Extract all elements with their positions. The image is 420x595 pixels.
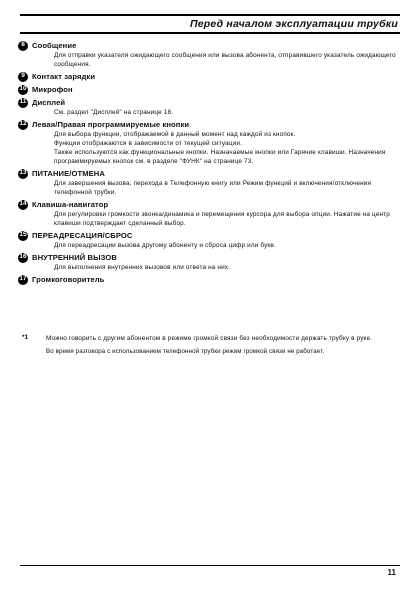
item-list	[19, 40, 400, 287]
item-number-badge: 14	[18, 200, 28, 210]
item-description: Для переадресации вызова другому абоненту и сброса цифр или букв.	[54, 242, 276, 249]
item-title: Клавиша-навигатор	[32, 200, 109, 209]
list-item	[19, 274, 400, 285]
footnote	[22, 334, 398, 356]
list-item	[19, 199, 400, 228]
item-title: Дисплей	[32, 98, 66, 107]
item-description: Для выбора функции, отображаемой в данный момент над каждой из кнопок. Функции отображаются в зависимости от текущей ситуации. Также используются как функциональные кнопки. Назначаемые кнопки или Гарячие клавиши. Назначения программируемых кнопок см. в разделе "ФУНК" на странице 73.	[54, 131, 386, 165]
item-title: ПЕРЕАДРЕСАЦИЯ/СБРОС	[32, 231, 133, 240]
page-header	[20, 14, 400, 34]
list-item	[19, 84, 400, 95]
item-number-badge: 10	[18, 85, 28, 95]
item-title: Громкоговоритель	[32, 275, 105, 284]
item-number-badge: 9	[18, 72, 28, 82]
item-description: Для отправки указателя ожидающего сообщения или вызова абонента, отправившего указатель ожидающего сообщения.	[54, 52, 396, 68]
item-title: ПИТАНИЕ/ОТМЕНА	[32, 169, 105, 178]
item-number-badge: 15	[18, 231, 28, 241]
item-number-badge: 12	[18, 120, 28, 130]
list-item	[21, 71, 400, 82]
list-item	[19, 119, 400, 166]
page-number: 11	[387, 568, 396, 577]
item-title: Микрофон	[32, 85, 73, 94]
item-number-badge: 16	[18, 253, 28, 263]
item-description: Для выполнения внутренних вызовов или ответа на них.	[54, 264, 231, 271]
item-description: Для регулировки громкости звонка/динамика и перемещения курсора для выбора опции. Нажатие на центр клавиши подтверждает сделанный выбор.	[54, 211, 390, 227]
footnote-text: Можно говорить с другим абонентом в режиме громкой связи без необходимости держать трубку в руке.	[46, 335, 373, 342]
list-item	[19, 252, 400, 272]
item-number-badge: 17	[18, 275, 28, 285]
item-number-badge: 11	[18, 98, 28, 108]
footnote-mark: *1	[22, 334, 29, 341]
list-item	[19, 168, 400, 197]
item-title: ВНУТРЕННИЙ ВЫЗОВ	[32, 253, 118, 262]
item-description: Для завершения вызова, перехода в Телефонную книгу или Режим функций и включения/отключения телефонной трубки.	[54, 180, 372, 196]
item-title: Сообщение	[32, 41, 77, 50]
item-number-badge: 13	[18, 169, 28, 179]
bottom-divider	[20, 565, 400, 566]
item-title: Контакт зарядки	[32, 72, 96, 81]
header-title: Перед началом эксплуатации трубки	[190, 18, 398, 30]
footnote-note: Во время разговора с использованием телефонной трубки режим громкой связи не работает.	[46, 348, 325, 355]
item-description: См. раздел "Дисплей" на странице 18.	[54, 109, 174, 116]
item-number-badge: 8	[18, 41, 28, 51]
list-item	[19, 230, 400, 250]
item-title: Левая/Правая программируемые кнопки	[32, 120, 190, 129]
list-item	[19, 97, 400, 117]
list-item	[21, 40, 400, 69]
